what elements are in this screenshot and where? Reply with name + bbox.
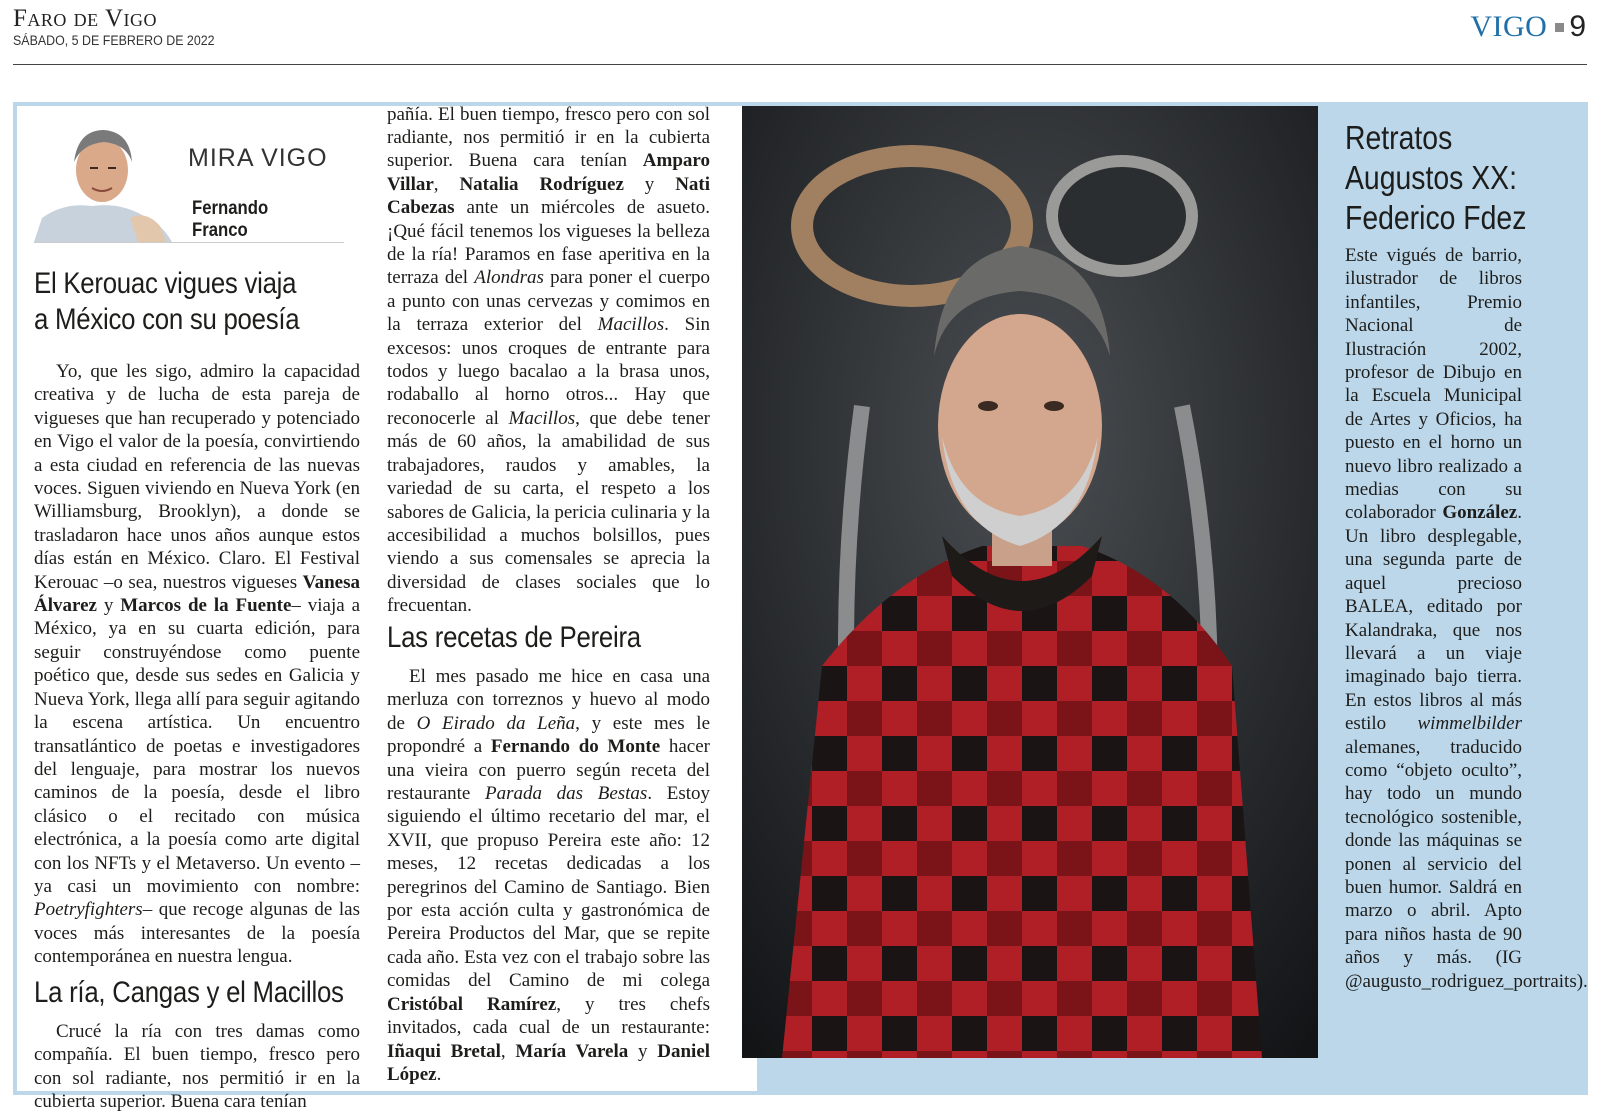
person-name: Amparo Villar: [387, 150, 710, 195]
paragraph-text: – que recoge algunas de las voces más interesantes de la poesía contemporánea en nuestra lengua.: [34, 899, 360, 968]
sidebar-body: [1345, 244, 1588, 993]
person-name: Fernando do Monte: [490, 736, 661, 758]
person-name: Marcos de la Fuente: [120, 595, 292, 617]
publication-date: SÁBADO, 5 DE FEBRERO DE 2022: [13, 33, 215, 48]
headline-line: El Kerouac vigues viaja: [34, 267, 297, 300]
person-name: María Varela: [515, 1040, 629, 1062]
section-tag: [1470, 12, 1586, 42]
paragraph-text: Crucé la ría con tres damas como compañía. El buen tiempo, fresco pero con sol radiante, nos permitió ir en la cubierta superior. Buena cara tenían: [34, 1021, 360, 1113]
separator: .: [436, 1063, 442, 1085]
separator: ,: [433, 173, 439, 195]
separator: ,: [500, 1040, 506, 1062]
paragraph-text: para poner el cuerpo a punto con unas cervezas y comimos en la terraza exterior del: [387, 267, 711, 336]
column-name: MIRA VIGO: [188, 144, 328, 172]
person-name: Natalia Rodríguez: [459, 173, 624, 195]
article-ria-body: [387, 103, 711, 618]
article-recetas-body: [387, 665, 710, 1086]
paragraph-text: alemanes, traducido como “objeto oculto”, hay todo un mundo tecnológico sostenible, donde las máquinas se ponen al servicio del buen humor. Saldrá en marzo o abril. Apto para niños hasta de 90 años y más. (IG @augusto_rodriguez_portraits).: [1345, 736, 1588, 992]
conjunction: y: [644, 173, 655, 195]
italic-term: O Eirado da Leña: [416, 712, 576, 734]
headline-recetas: Las recetas de Pereira: [387, 621, 641, 654]
article-ria-body-start: [34, 1020, 360, 1113]
person-name: Cristóbal Ramírez: [387, 993, 557, 1015]
paragraph-text: . Un libro desplegable, una segunda parte de aquel precioso BALEA, editado por Kalandraka, que nos llevará a un viaje imaginado bajo tierra. En estos libros al más estilo: [1345, 502, 1522, 735]
italic-term: Macillos: [508, 407, 576, 429]
paragraph-text: Este vigués de barrio, ilustrador de libros infantiles, Premio Nacional de Ilustración 2002, profesor de Dibujo en la Escuela Municipal de Artes y Oficios, ha puesto en el horno un nuevo libro realizado a medias con su colaborador: [1345, 245, 1522, 524]
headline-line: Augustos XX:: [1345, 159, 1517, 196]
page-number: 9: [1569, 10, 1586, 43]
headline-ria: La ría, Cangas y el Macillos: [34, 976, 344, 1009]
author-portrait: [34, 122, 181, 242]
paragraph-text: Yo, que les sigo, admiro la capacidad creativa y de lucha de esta pareja de vigueses que han recuperado y potenciado en Vigo el valor de la poesía, convirtiendo a esta ciudad en referencia de las nuevas voces. Siguen viviendo en Nueva York (en Williamsburg, Brooklyn), a donde se trasladaron hace unos años aunque estos días están en México. Claro. El Festival Kerouac –o sea, nuestros vigueses: [34, 361, 360, 593]
person-name: Daniel López: [387, 1040, 711, 1085]
masthead: [13, 6, 232, 49]
paragraph-text: El mes pasado me hice en casa una merluza con torreznos y huevo al modo de: [387, 666, 710, 734]
headline-line: a México con su poesía: [34, 303, 300, 336]
person-name: Nati Cabezas: [387, 173, 711, 219]
headline-line: Federico Fdez: [1345, 199, 1527, 236]
italic-term: Poetryfighters: [34, 899, 143, 921]
article-ria-continuation: [387, 103, 710, 618]
portrait-photo: [742, 106, 1318, 1058]
separator-square-icon: [1555, 23, 1564, 32]
conjunction: y: [638, 1040, 648, 1062]
author-name: Fernando Franco: [192, 198, 269, 241]
italic-term: Alondras: [474, 267, 544, 289]
section-name: VIGO: [1470, 10, 1548, 43]
newspaper-name: Faro de Vigo: [13, 5, 157, 32]
person-name: González: [1442, 502, 1518, 524]
person-name: Vanesa Álvarez: [34, 571, 360, 617]
byline-rule: [34, 242, 344, 243]
paragraph-text: . Sin excesos: unos croques de entrante para todos y luego bacalao a la brasa unos, rodaballo al horno otros... Hay que reconocerle al: [387, 314, 710, 429]
paragraph-text: ante un miércoles de asueto. ¡Qué fácil tenemos los vigueses la belleza de la ría! Paramos en fase aperitiva en la terraza del: [387, 197, 711, 289]
conjunction: y: [103, 595, 114, 617]
paragraph-text: pañía. El buen tiempo, fresco pero con sol radiante, nos permitió ir en la cubierta superior. Buena cara tenían: [387, 103, 710, 172]
headline-line: Retratos: [1345, 119, 1453, 156]
italic-term: Macillos: [597, 314, 665, 336]
headline-kerouac: [34, 266, 299, 338]
byline: [34, 122, 344, 242]
italic-term: wimmelbilder: [1417, 713, 1522, 735]
paragraph-text: – viaja a México, ya en su cuarta edición, para seguir construyéndose como puente poético que, desde sus sedes en Galicia y Nueva York, llega allí para seguir agitando la escena artística. Un encuentro transatlántico de poetas e investigadores del lenguaje, para mostrar los nuevos caminos de la poesía, desde el libro clásico o el recitado con música electrónica, a la poesía como arte digital con los NFTs y el Metaverso. Un evento –ya casi un movimiento con nombre:: [34, 595, 361, 897]
italic-term: Parada das Bestas: [485, 783, 648, 805]
sidebar-headline: [1345, 118, 1543, 238]
paragraph-text: , y tres chefs invitados, cada cual de un restaurante:: [387, 993, 710, 1039]
paragraph-text: , que debe tener más de 60 años, la amabilidad de sus trabajadores, raudos y amables, la variedad de su carta, el respeto a los sabores de Galicia, la pericia culinaria y la accesibilidad a muchos bolsillos, pues viendo a sus comensales se aprecia la diversidad de clases sociales que lo frecuentan.: [387, 407, 711, 617]
paragraph-text: . Estoy siguiendo el último recetario del mar, el XVII, que propuso Pereira este año: 12 meses, 12 recetas dedicadas a los peregrinos del Camino de Santiago. Bien por esta acción culta y gastronómica de Pereira Productos del Mar, que se repite cada año. Esta vez con el trabajo sobre las comidas del Camino de mi colega: [387, 783, 710, 992]
person-name: Iñaqui Bretal: [387, 1040, 501, 1062]
masthead-rule: [13, 64, 1587, 65]
paragraph-text: hacer una vieira con puerro según receta del restaurante: [387, 736, 711, 805]
article-kerouac-body: [34, 360, 360, 969]
paragraph-text: , y este mes le propondré a: [387, 712, 711, 758]
